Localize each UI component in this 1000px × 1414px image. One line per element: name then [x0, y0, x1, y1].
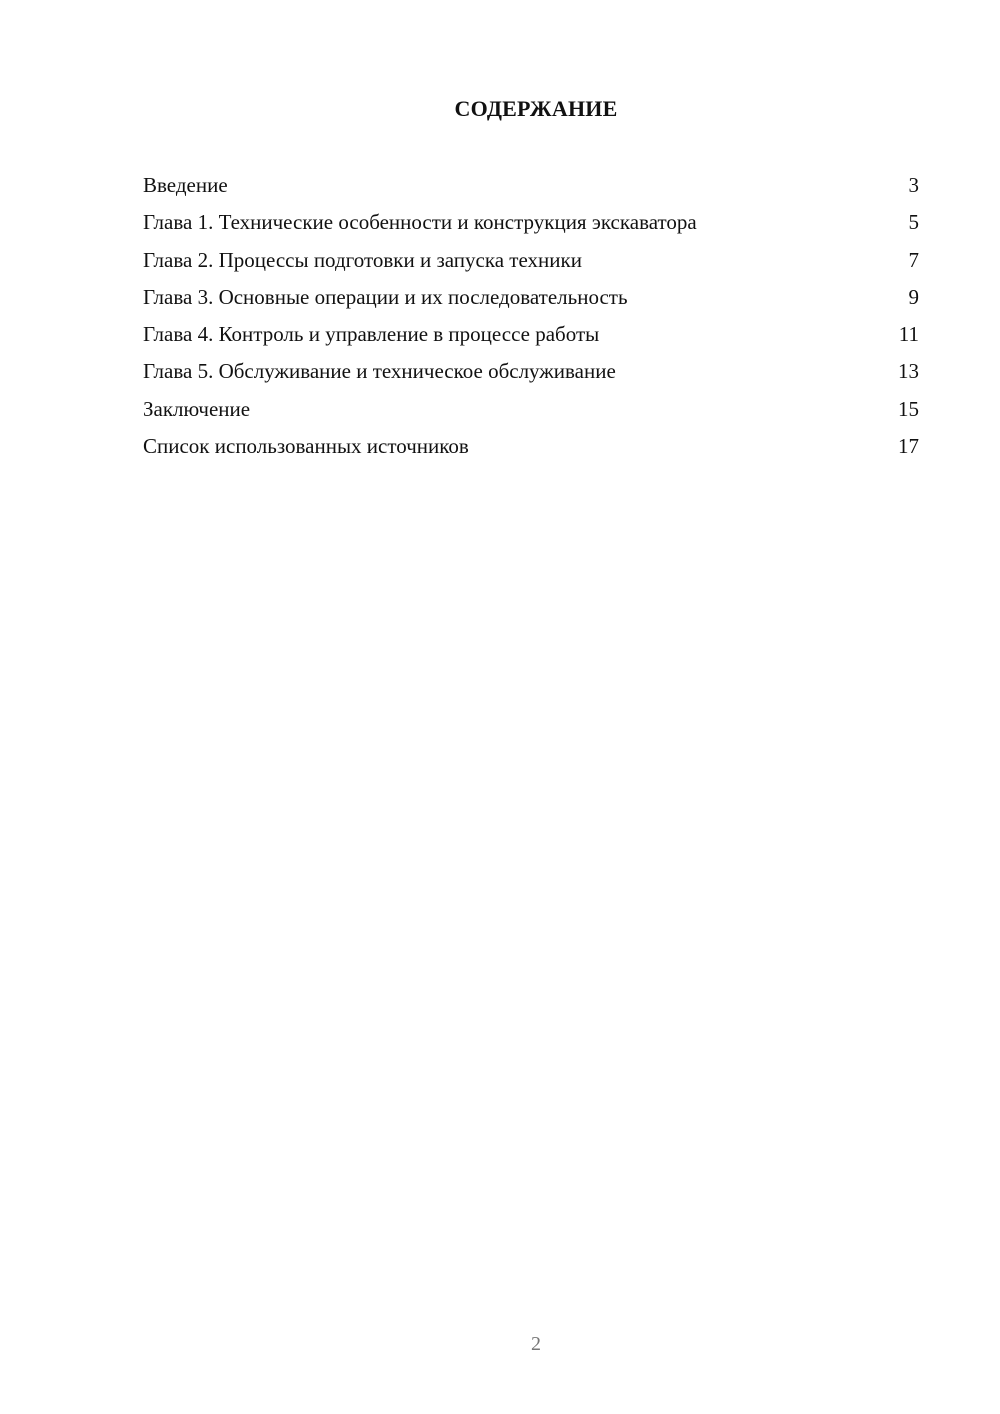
- toc-item-chapter-4: [143, 317, 919, 354]
- toc-item-label: Глава 4. Контроль и управление в процессе работы: [143, 322, 600, 347]
- toc-item-chapter-5: [143, 354, 919, 391]
- toc-item-label: Заключение: [143, 396, 251, 421]
- toc-item-chapter-2: [143, 243, 919, 280]
- toc-item-label: Глава 3. Основные операции и их последовательность: [143, 284, 628, 309]
- toc-item-chapter-3: [143, 280, 919, 317]
- toc-item-page: 11: [898, 322, 919, 347]
- page-number: 2: [531, 1333, 541, 1355]
- toc-item-conclusion: [143, 392, 919, 429]
- toc-item-references: [143, 429, 919, 466]
- toc-item-label: Введение: [143, 173, 228, 197]
- toc-item-label: Глава 1. Технические особенности и конструкция экскаватора: [143, 210, 697, 235]
- toc-item-page: 15: [898, 396, 919, 421]
- toc-item-introduction: [143, 168, 919, 205]
- toc-item-page: 3: [908, 173, 919, 197]
- toc-item-page: 13: [898, 359, 919, 384]
- table-of-contents: [143, 168, 919, 466]
- toc-item-label: Глава 5. Обслуживание и техническое обслуживание: [143, 359, 616, 384]
- toc-item-page: 7: [908, 247, 919, 272]
- page-title: СОДЕРЖАНИЕ: [454, 96, 618, 121]
- toc-item-page: 9: [908, 284, 919, 309]
- toc-item-label: Глава 2. Процессы подготовки и запуска техники: [143, 247, 582, 272]
- toc-item-chapter-1: [143, 205, 919, 242]
- toc-item-label: Список использованных источников: [143, 434, 469, 459]
- toc-item-page: 17: [898, 434, 919, 459]
- toc-item-page: 5: [908, 210, 919, 235]
